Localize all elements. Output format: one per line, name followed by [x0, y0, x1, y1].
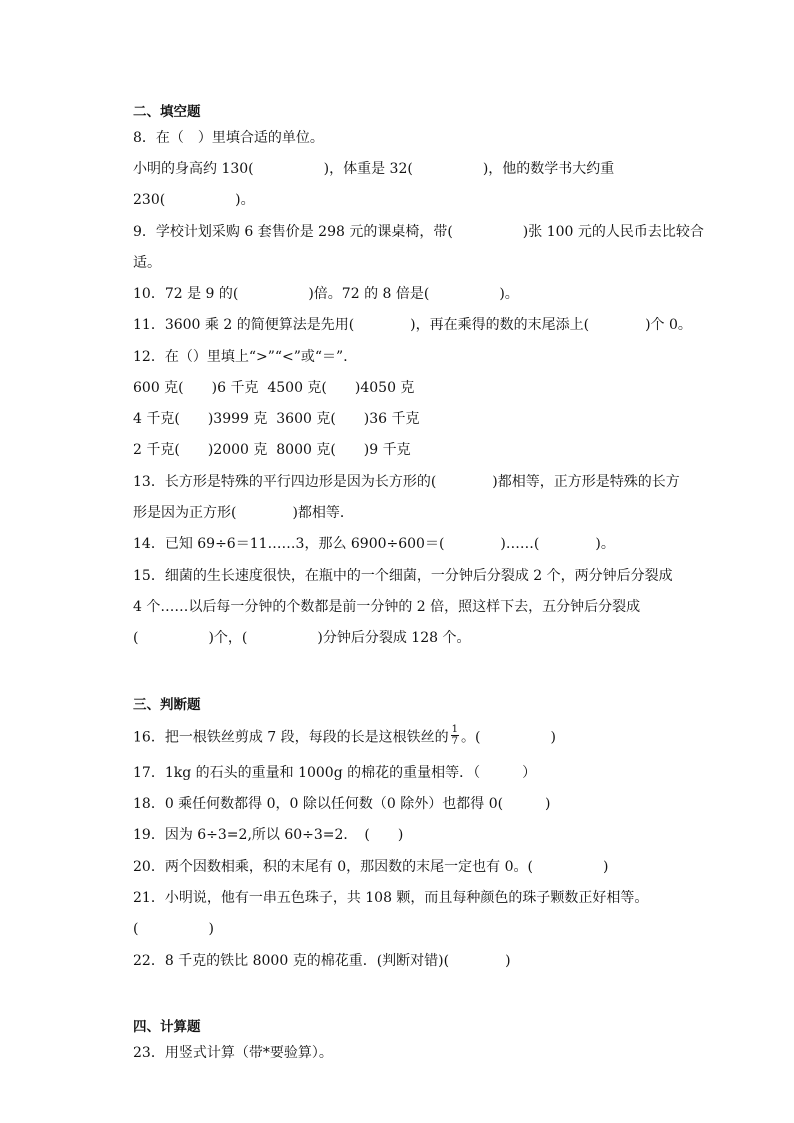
- fraction-one-seventh: [451, 724, 459, 747]
- question-15-line-2: 4 个……以后每一分钟的个数都是前一分钟的 2 倍，照这样下去，五分钟后分裂成: [133, 599, 641, 615]
- question-12-row-1: 600 克( )6 千克 4500 克( )4050 克: [133, 380, 415, 396]
- question-16: [133, 726, 556, 746]
- question-19: 19．因为 6÷3=2,所以 60÷3=2． ( ): [133, 827, 404, 843]
- question-12-prompt: 12．在（）里填上“>”“<”或“＝”．: [133, 349, 358, 365]
- question-21-line-1: 21．小明说，他有一串五色珠子，共 108 颗，而且每种颜色的珠子颗数正好相等。: [133, 890, 649, 906]
- question-12-row-3: 2 千克( )2000 克 8000 克( )9 千克: [133, 442, 411, 458]
- question-17: 17．1kg 的石头的重量和 1000g 的棉花的重量相等．（ ）: [133, 765, 537, 781]
- question-22: 22．8 千克的铁比 8000 克的棉花重．(判断对错)( ): [133, 953, 511, 969]
- question-13-line-1: 13．长方形是特殊的平行四边形是因为长方形的( )都相等，正方形是特殊的长方: [133, 474, 680, 490]
- question-10: 10．72 是 9 的( )倍。72 的 8 倍是( )。: [133, 286, 519, 302]
- question-8-line-2: 230( )。: [133, 192, 255, 208]
- question-21-line-2: ( ): [133, 921, 214, 937]
- question-23: 23．用竖式计算（带*要验算）。: [133, 1045, 333, 1061]
- question-8-prompt: 8．在（ ）里填合适的单位。: [133, 130, 324, 146]
- question-14: 14．已知 69÷6＝11……3，那么 6900÷600＝( )……( )。: [133, 536, 615, 552]
- question-15-line-3: ( )个，( )分钟后分裂成 128 个。: [133, 630, 471, 646]
- question-9-line-1: 9．学校计划采购 6 套售价是 298 元的课桌椅，带( )张 100 元的人民币去比较合: [133, 224, 704, 240]
- question-13-line-2: 形是因为正方形( )都相等．: [133, 505, 354, 521]
- fraction-denominator: 7: [451, 736, 458, 747]
- question-16-answer-blank: 。( ): [461, 729, 556, 746]
- question-11: 11．3600 乘 2 的简便算法是先用( )，再在乘得的数的末尾添上( )个 0。: [133, 317, 692, 333]
- section-heading-true-false: 三、判断题: [133, 697, 201, 713]
- question-18: 18．0 乘任何数都得 0，0 除以任何数（0 除外）也都得 0( ): [133, 796, 551, 812]
- section-heading-calculation: 四、计算题: [133, 1019, 201, 1035]
- question-9-line-2: 适。: [133, 255, 161, 271]
- section-heading-fill-blanks: 二、填空题: [133, 104, 201, 120]
- question-15-line-1: 15．细菌的生长速度很快，在瓶中的一个细菌，一分钟后分裂成 2 个，两分钟后分裂成: [133, 568, 673, 584]
- question-12-row-2: 4 千克( )3999 克 3600 克( )36 千克: [133, 411, 420, 427]
- question-8-line-1: 小明的身高约 130( )，体重是 32( )，他的数学书大约重: [133, 161, 615, 177]
- fraction-numerator: 1: [451, 724, 458, 735]
- question-16-text: 16．把一根铁丝剪成 7 段，每段的长是这根铁丝的: [133, 729, 449, 746]
- question-20: 20．两个因数相乘，积的末尾有 0，那因数的末尾一定也有 0。( ): [133, 859, 609, 875]
